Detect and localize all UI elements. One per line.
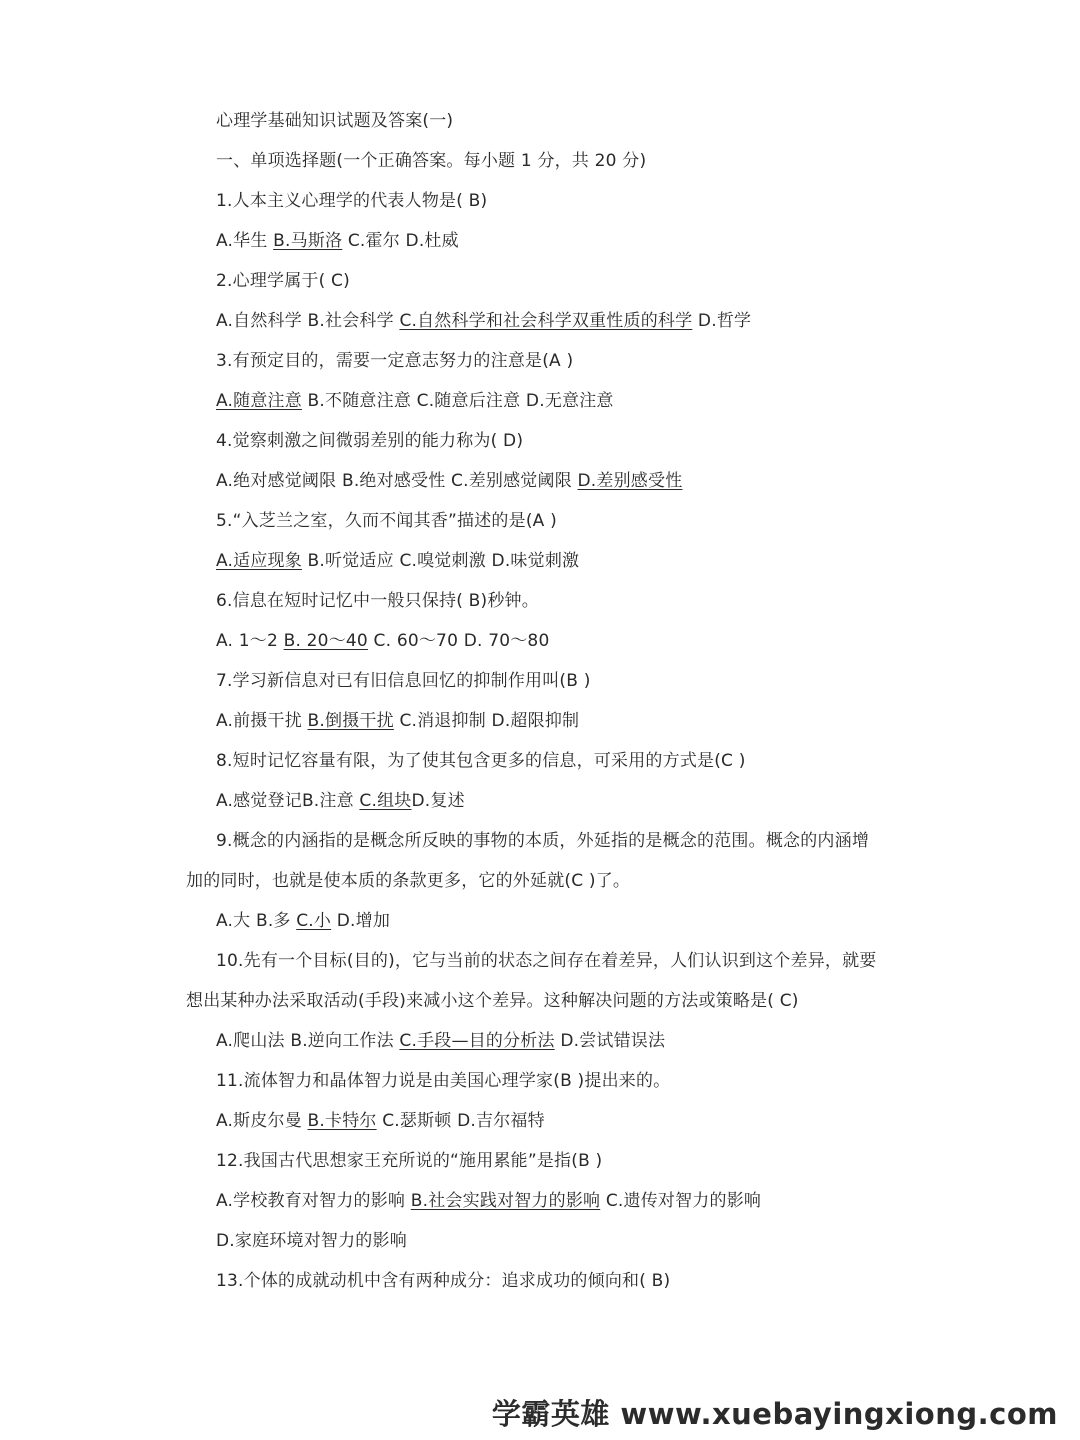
option-c: C.遗传对智力的影响 [605, 1191, 762, 1211]
question-12-option-d: D.家庭环境对智力的影响 [216, 1231, 407, 1251]
question-9-stem-line2: 加的同时，也就是使本质的条款更多，它的外延就(C )了。 [186, 871, 631, 891]
question-6-options [216, 630, 549, 652]
option-a: A.华生 [216, 231, 268, 251]
option-b: B.多 [255, 911, 291, 931]
option-d: D.杜威 [405, 231, 459, 251]
question-7-stem: 7.学习新信息对已有旧信息回忆的抑制作用叫(B ) [216, 671, 591, 691]
question-1-options [216, 230, 459, 252]
option-c: C.嗅觉刺激 [399, 551, 486, 571]
question-4-options [216, 470, 682, 492]
question-12-options [216, 1190, 761, 1212]
option-c: C.随意后注意 [416, 391, 521, 411]
option-c-answer: C.组块 [359, 791, 412, 811]
option-d: D.增加 [336, 911, 391, 931]
option-b: B.逆向工作法 [290, 1031, 394, 1051]
option-b: B.听觉适应 [307, 551, 394, 571]
question-5-options [216, 550, 579, 572]
option-b-answer: B.卡特尔 [307, 1111, 377, 1131]
question-6-stem: 6.信息在短时记忆中一般只保持( B)秒钟。 [216, 591, 539, 611]
question-2-options [216, 310, 751, 332]
option-c: C.消退抑制 [399, 711, 486, 731]
question-1-stem: 1.人本主义心理学的代表人物是( B) [216, 191, 488, 211]
option-a: A.大 [216, 911, 251, 931]
option-a-answer: A.随意注意 [216, 391, 302, 411]
site-watermark: 学霸英雄 www.xuebayingxiong.com [491, 1397, 1058, 1431]
option-a-answer: A.适应现象 [216, 551, 302, 571]
option-a: A.感觉登记 [216, 791, 302, 811]
option-b-answer: B.社会实践对智力的影响 [410, 1191, 601, 1211]
question-10-options [216, 1030, 665, 1052]
question-10-stem-line2: 想出某种办法采取活动(手段)来减小这个差异。这种解决问题的方法或策略是( C) [186, 991, 799, 1011]
option-c: C.瑟斯顿 [382, 1111, 452, 1131]
option-c-answer: C.手段—目的分析法 [399, 1031, 555, 1051]
option-d: D.味觉刺激 [491, 551, 580, 571]
option-d: D.无意注意 [525, 391, 614, 411]
option-d: D.超限抑制 [491, 711, 580, 731]
option-b: B.绝对感受性 [341, 471, 446, 491]
option-b: B.注意 [301, 791, 354, 811]
question-3-stem: 3.有预定目的，需要一定意志努力的注意是(A ) [216, 351, 574, 371]
option-d: D.复述 [411, 791, 465, 811]
option-c: C.霍尔 [347, 231, 400, 251]
option-a: A.绝对感觉阈限 [216, 471, 337, 491]
question-7-options [216, 710, 579, 732]
question-3-options [216, 390, 614, 412]
option-b-answer: B.马斯洛 [273, 231, 343, 251]
question-9-options [216, 910, 390, 932]
document-title: 心理学基础知识试题及答案(一) [216, 111, 454, 131]
question-8-stem: 8.短时记忆容量有限，为了使其包含更多的信息，可采用的方式是(C ) [216, 751, 746, 771]
question-2-stem: 2.心理学属于( C) [216, 271, 350, 291]
option-b: B.社会科学 [307, 311, 394, 331]
question-8-options [216, 790, 465, 812]
section-heading: 一、单项选择题(一个正确答案。每小题 1 分，共 20 分) [216, 151, 647, 171]
option-c-answer: C.小 [296, 911, 332, 931]
question-10-stem-line1: 10.先有一个目标(目的)，它与当前的状态之间存在着差异，人们认识到这个差异，就要 [216, 951, 877, 971]
option-a: A.爬山法 [216, 1031, 285, 1051]
option-a: A.学校教育对智力的影响 [216, 1191, 406, 1211]
question-4-stem: 4.觉察刺激之间微弱差别的能力称为( D) [216, 431, 524, 451]
question-9-stem-line1: 9.概念的内涵指的是概念所反映的事物的本质，外延指的是概念的范围。概念的内涵增 [216, 831, 870, 851]
option-a: A. 1～2 [216, 631, 278, 651]
option-c: C. 60～70 [373, 631, 459, 651]
option-c-answer: C.自然科学和社会科学双重性质的科学 [399, 311, 693, 331]
option-d: D. 70～80 [463, 631, 550, 651]
question-12-stem: 12.我国古代思想家王充所说的“施用累能”是指(B ) [216, 1151, 603, 1171]
option-d: D.尝试错误法 [560, 1031, 666, 1051]
question-11-stem: 11.流体智力和晶体智力说是由美国心理学家(B )提出来的。 [216, 1071, 671, 1091]
option-a: A.自然科学 [216, 311, 302, 331]
option-b: B.不随意注意 [307, 391, 412, 411]
option-d: D.哲学 [697, 311, 752, 331]
option-d-answer: D.差别感受性 [577, 471, 683, 491]
option-a: A.前摄干扰 [216, 711, 302, 731]
option-d: D.吉尔福特 [457, 1111, 545, 1131]
option-b-answer: B. 20～40 [283, 631, 368, 651]
option-c: C.差别感觉阈限 [451, 471, 572, 491]
option-a: A.斯皮尔曼 [216, 1111, 302, 1131]
question-5-stem: 5.“入芝兰之室，久而不闻其香”描述的是(A ) [216, 511, 557, 531]
option-b-answer: B.倒摄干扰 [307, 711, 394, 731]
question-13-stem: 13.个体的成就动机中含有两种成分：追求成功的倾向和( B) [216, 1271, 671, 1291]
question-11-options [216, 1110, 545, 1132]
